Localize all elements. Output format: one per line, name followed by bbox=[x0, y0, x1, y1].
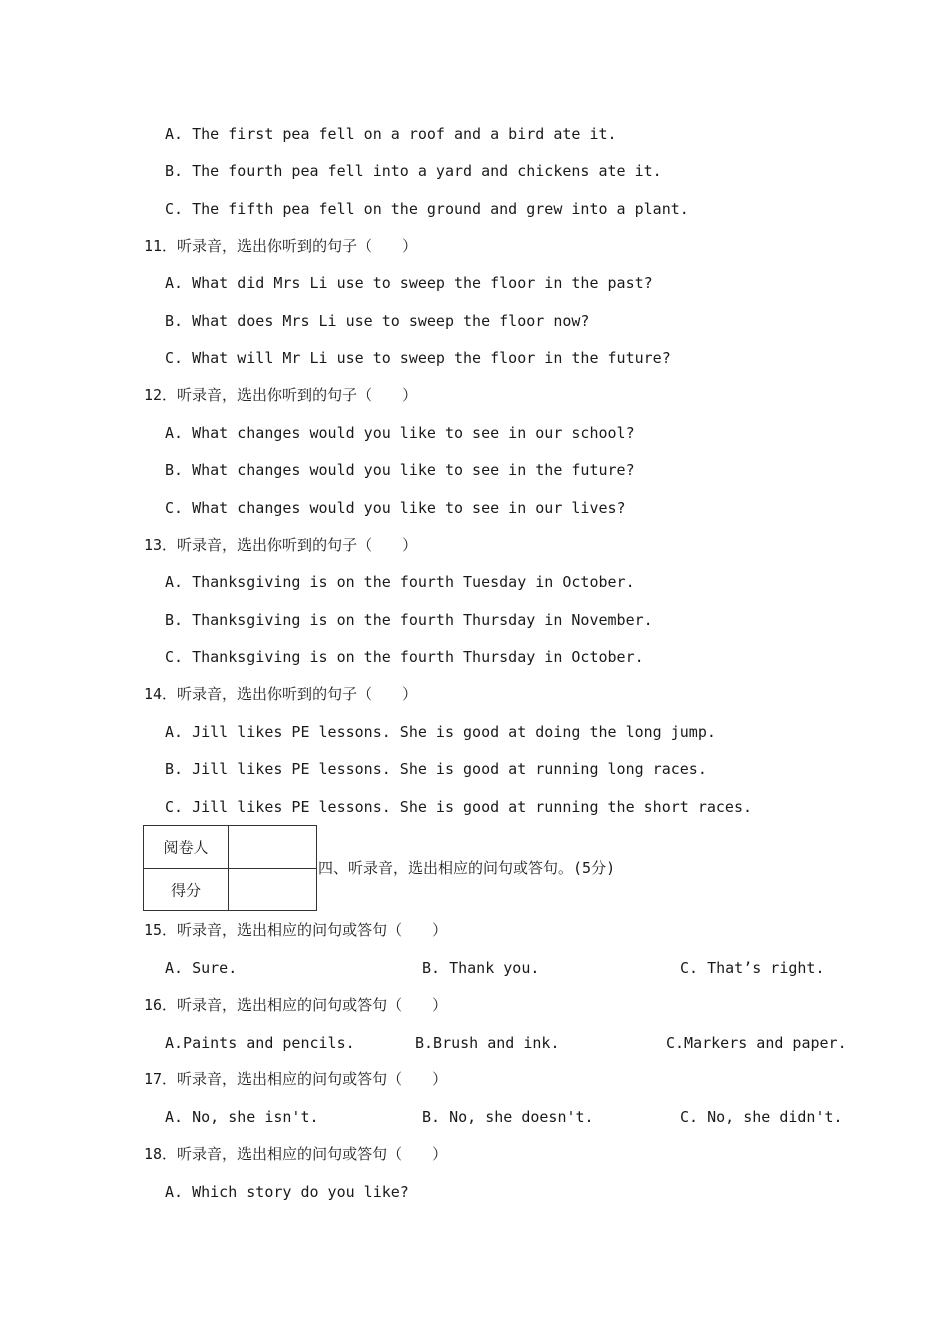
q11-stem: 11．听录音，选出你听到的句子（ ） bbox=[144, 237, 418, 255]
reviewer-value-cell[interactable] bbox=[228, 825, 317, 869]
q17-option-a: A. No, she isn't. bbox=[165, 1108, 319, 1126]
score-value-cell[interactable] bbox=[228, 868, 317, 911]
q13-option-a: A. Thanksgiving is on the fourth Tuesday in October. bbox=[165, 573, 635, 591]
q16-option-b: B.Brush and ink. bbox=[415, 1034, 560, 1052]
q10-option-a: A. The first pea fell on a roof and a bird ate it. bbox=[165, 125, 617, 143]
score-label-cell bbox=[143, 868, 229, 911]
q16-stem: 16．听录音，选出相应的问句或答句（ ） bbox=[144, 996, 448, 1014]
q13-option-b: B. Thanksgiving is on the fourth Thursday in November. bbox=[165, 611, 653, 629]
q12-stem: 12．听录音，选出你听到的句子（ ） bbox=[144, 386, 418, 404]
q12-option-a: A. What changes would you like to see in our school? bbox=[165, 424, 635, 442]
q14-option-b: B. Jill likes PE lessons. She is good at running long races. bbox=[165, 760, 707, 778]
q15-stem: 15．听录音，选出相应的问句或答句（ ） bbox=[144, 921, 448, 939]
q12-option-b: B. What changes would you like to see in the future? bbox=[165, 461, 635, 479]
q14-option-a: A. Jill likes PE lessons. She is good at doing the long jump. bbox=[165, 723, 716, 741]
q18-option-a: A. Which story do you like? bbox=[165, 1183, 409, 1201]
q11-option-a: A. What did Mrs Li use to sweep the floor in the past? bbox=[165, 274, 653, 292]
q17-option-b: B. No, she doesn't. bbox=[422, 1108, 594, 1126]
q15-option-a: A. Sure. bbox=[165, 959, 238, 977]
score-label: 得分 bbox=[170, 881, 202, 899]
q16-option-c: C.Markers and paper. bbox=[666, 1034, 847, 1052]
q10-option-c: C. The fifth pea fell on the ground and grew into a plant. bbox=[165, 200, 689, 218]
section-4-title: 四、听录音，选出相应的问句或答句。(5分) bbox=[318, 859, 616, 877]
q17-option-c: C. No, she didn't. bbox=[680, 1108, 843, 1126]
q11-option-c: C. What will Mr Li use to sweep the floor in the future? bbox=[165, 349, 671, 367]
q14-stem: 14．听录音，选出你听到的句子（ ） bbox=[144, 685, 418, 703]
reviewer-label: 阅卷人 bbox=[163, 838, 209, 857]
q18-stem: 18．听录音，选出相应的问句或答句（ ） bbox=[144, 1145, 448, 1163]
q15-option-b: B. Thank you. bbox=[422, 959, 540, 977]
reviewer-label-cell bbox=[143, 825, 229, 869]
q13-stem: 13．听录音，选出你听到的句子（ ） bbox=[144, 536, 418, 554]
q17-stem: 17．听录音，选出相应的问句或答句（ ） bbox=[144, 1070, 448, 1088]
q13-option-c: C. Thanksgiving is on the fourth Thursday in October. bbox=[165, 648, 644, 666]
q10-option-b: B. The fourth pea fell into a yard and chickens ate it. bbox=[165, 162, 662, 180]
q15-option-c: C. That’s right. bbox=[680, 959, 825, 977]
q12-option-c: C. What changes would you like to see in our lives? bbox=[165, 499, 626, 517]
q11-option-b: B. What does Mrs Li use to sweep the floor now? bbox=[165, 312, 590, 330]
q14-option-c: C. Jill likes PE lessons. She is good at running the short races. bbox=[165, 798, 752, 816]
q16-option-a: A.Paints and pencils. bbox=[165, 1034, 355, 1052]
